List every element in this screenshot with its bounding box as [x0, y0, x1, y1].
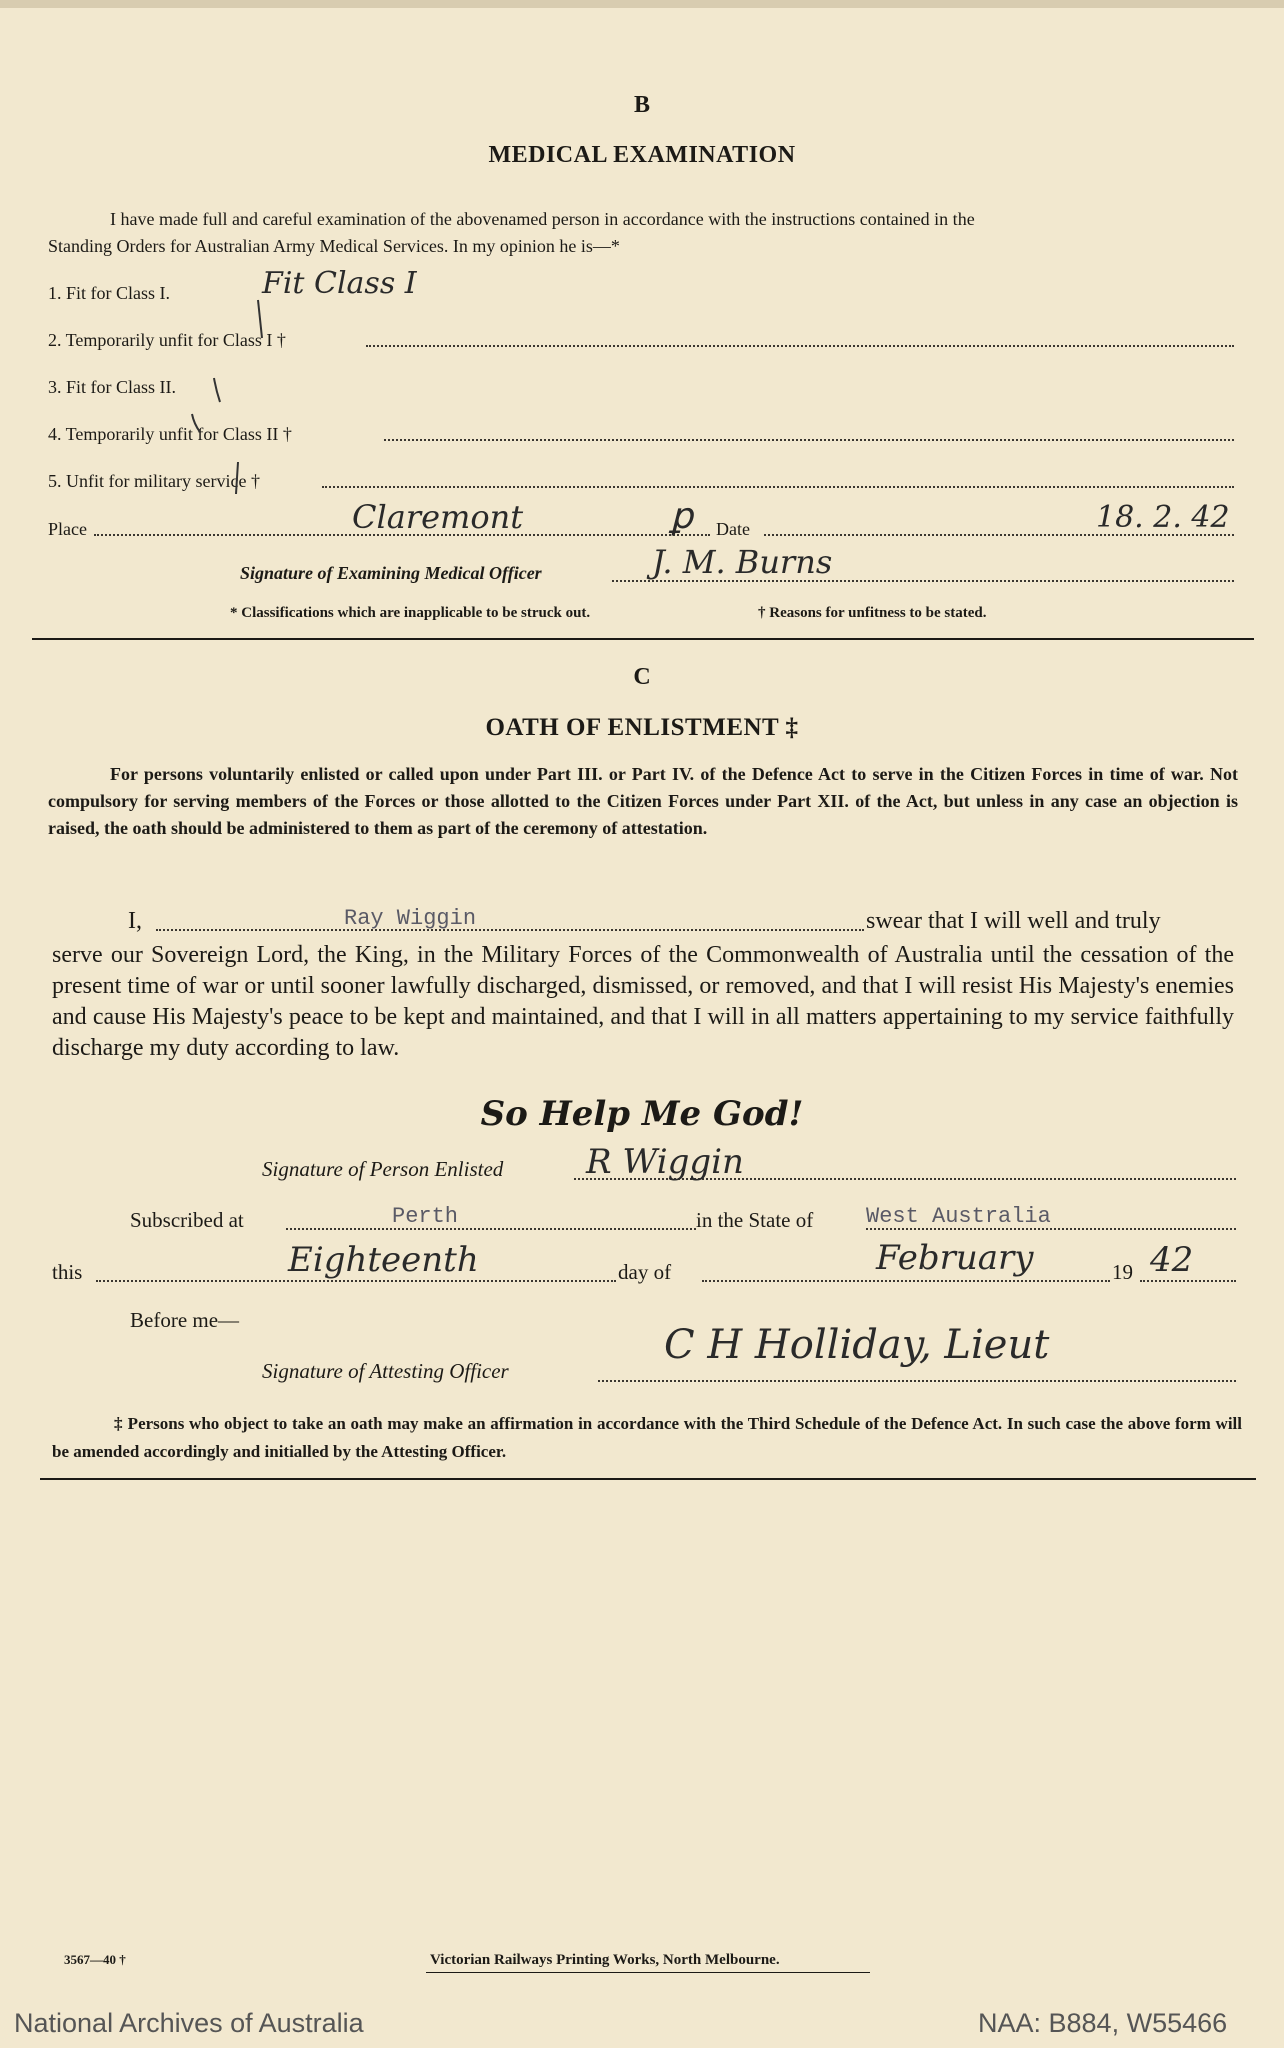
- archive-reference: NAA: B884, W55466: [978, 2008, 1228, 2038]
- form-number: 3567—40 †: [64, 1952, 126, 1967]
- attesting-officer-signature-label: Signature of Attesting Officer: [262, 1359, 509, 1383]
- printer-underline: [426, 1972, 870, 1973]
- affirmation-footnote: ‡ Persons who object to take an oath may make an affirmation in accordance with the Third Schedule of the Defence Act. In such case the above form will be amended accordingly and initialled by the Attesting Officer.: [52, 1414, 1242, 1461]
- person-enlisted-signature-handwritten: R Wiggin: [586, 1142, 744, 1182]
- section-c-title: OATH OF ENLISTMENT ‡: [485, 714, 799, 741]
- section-c-letter: C: [633, 664, 651, 690]
- place-initials: ꝑ: [670, 496, 693, 537]
- section-b-title: MEDICAL EXAMINATION: [488, 142, 796, 168]
- year-line: [1140, 1280, 1236, 1282]
- oath-body: serve our Sovereign Lord, the King, in the Military Forces of the Commonwealth of Australia until the cessation of the present time of war or until sooner lawfully discharged, dismissed, or removed, and that I will resist His Majesty's enemies and cause His Majesty's peace to be kept and maintained, and that I will in all matters appertaining to my service faithfully discharge my duty according to law.: [52, 942, 1234, 1061]
- medical-intro-line2: Standing Orders for Australian Army Medical Services. In my opinion he is—*: [48, 236, 620, 256]
- medical-officer-signature-handwritten: J. M. Burns: [652, 543, 833, 581]
- unfit-military-item: 5. Unfit for military service †: [48, 471, 260, 491]
- fit-class-1-handwritten: Fit Class I: [262, 266, 417, 301]
- name-line: [156, 929, 864, 931]
- attesting-officer-signature-handwritten: C H Holliday, Lieut: [664, 1322, 1050, 1368]
- year-handwritten: 42: [1150, 1240, 1194, 1280]
- oath-intro-paragraph: For persons voluntarily enlisted or called upon under Part III. or Part IV. of the Defence Act to serve in the Citizen Forces in time of war. Not compulsory for serving members of the Forces or those allotted to the Citizen Forces under Part XII. of the Act, but unless in any case an objection is raised, the oath should be administered to them as part of the ceremony of attestation.: [48, 764, 1238, 838]
- day-handwritten: Eighteenth: [288, 1240, 479, 1280]
- oath-prefix: I,: [128, 908, 142, 934]
- before-me-label: Before me—: [130, 1308, 240, 1332]
- place-handwritten: Claremont: [352, 498, 524, 536]
- section-b-letter: B: [633, 92, 650, 118]
- section-c-divider: [40, 1478, 1256, 1480]
- fit-class-2-item: 3. Fit for Class II.: [48, 377, 176, 397]
- strike-marks: [0, 0, 1284, 520]
- date-handwritten: 18. 2. 42: [1096, 500, 1230, 535]
- archive-name: National Archives of Australia: [14, 2008, 364, 2038]
- note-reasons: † Reasons for unfitness to be stated.: [758, 605, 987, 621]
- date-label: Date: [716, 519, 750, 539]
- day-line: [96, 1280, 616, 1282]
- year-prefix: 19: [1112, 1260, 1133, 1284]
- fit-class-1-item: 1. Fit for Class I.: [48, 283, 171, 303]
- state-typed: West Australia: [866, 1204, 1051, 1229]
- oath-line1-end: swear that I will well and truly: [866, 908, 1161, 934]
- month-line: [702, 1280, 1110, 1282]
- state-label: in the State of: [696, 1208, 814, 1232]
- place-label: Place: [48, 519, 87, 539]
- attesting-officer-signature-line: [598, 1380, 1236, 1382]
- subscribed-at-line: [286, 1228, 696, 1230]
- temp-unfit-class-1-item: 2. Temporarily unfit for Class I †: [48, 330, 286, 350]
- section-b-divider: [32, 638, 1254, 640]
- month-handwritten: February: [876, 1238, 1034, 1278]
- person-enlisted-signature-label: Signature of Person Enlisted: [262, 1157, 504, 1181]
- temp-unfit-class-2-item: 4. Temporarily unfit for Class II †: [48, 424, 292, 444]
- subscribed-at-label: Subscribed at: [130, 1208, 244, 1232]
- medical-officer-signature-label: Signature of Examining Medical Officer: [240, 563, 542, 583]
- medical-intro-line1: I have made full and careful examination of the abovenamed person in accordance with the instructions contained in the: [110, 209, 975, 229]
- day-of-label: day of: [618, 1260, 672, 1284]
- name-typed: Ray Wiggin: [344, 906, 477, 931]
- this-label: this: [52, 1260, 83, 1284]
- printer-imprint: Victorian Railways Printing Works, North Melbourne.: [430, 1952, 780, 1968]
- so-help-me-god: So Help Me God!: [480, 1094, 804, 1134]
- note-classifications: * Classifications which are inapplicable to be struck out.: [230, 605, 591, 621]
- subscribed-at-typed: Perth: [392, 1204, 459, 1229]
